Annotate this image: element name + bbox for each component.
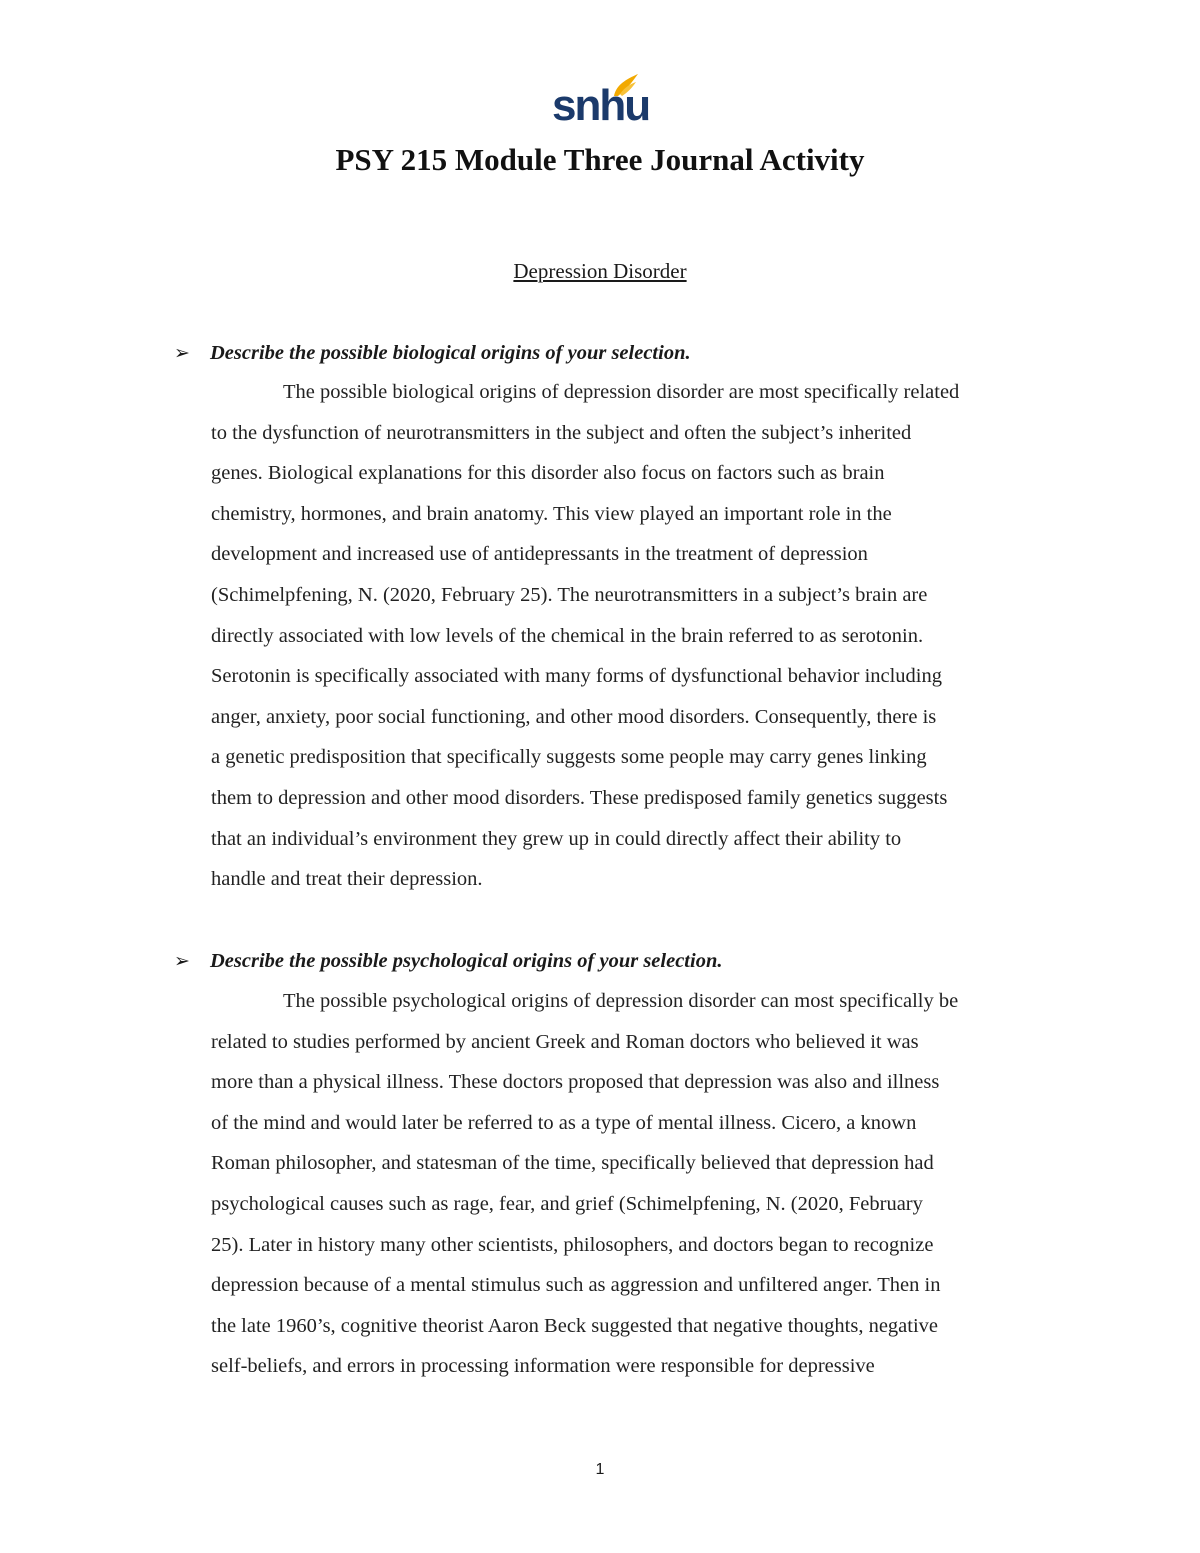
text-line: more than a physical illness. These doctors proposed that depression was also and illness — [211, 1071, 940, 1094]
text-line: to the dysfunction of neurotransmitters in the subject and often the subject’s inherited — [211, 421, 912, 444]
text-line: them to depression and other mood disorders. These predisposed family genetics suggests — [211, 786, 948, 809]
text-line: handle and treat their depression. — [211, 868, 483, 891]
text-line: directly associated with low levels of the chemical in the brain referred to as serotonin. — [211, 624, 924, 647]
text-line: the late 1960’s, cognitive theorist Aaron Beck suggested that negative thoughts, negative — [211, 1314, 939, 1337]
text-line: depression because of a mental stimulus such as aggression and unfiltered anger. Then in — [211, 1274, 941, 1297]
text-line: anger, anxiety, poor social functioning, and other mood disorders. Consequently, there is — [211, 705, 937, 728]
text-line: of the mind and would later be referred to as a type of mental illness. Cicero, a known — [211, 1111, 917, 1134]
text-line: that an individual’s environment they grew up in could directly affect their ability to — [211, 827, 902, 850]
text-line: a genetic predisposition that specifically suggests some people may carry genes linking — [211, 746, 927, 769]
answer-biological — [211, 372, 1071, 900]
question-biological — [174, 339, 691, 367]
document-title: PSY 215 Module Three Journal Activity — [335, 142, 865, 177]
text-line: development and increased use of antidepressants in the treatment of depression — [211, 543, 868, 566]
text-line: chemistry, hormones, and brain anatomy. This view played an important role in the — [211, 502, 892, 525]
answer-psychological — [211, 981, 1071, 1387]
question-text: Describe the possible psychological origins of your selection. — [210, 950, 723, 972]
text-line: related to studies performed by ancient Greek and Roman doctors who believed it was — [211, 1030, 919, 1053]
arrow-bullet-icon: ➢ — [174, 950, 190, 972]
text-line: Serotonin is specifically associated with many forms of dysfunctional behavior including — [211, 665, 943, 688]
text-line: psychological causes such as rage, fear, and grief (Schimelpfening, N. (2020, February — [211, 1192, 923, 1215]
logo-wordmark: snhu — [552, 81, 650, 130]
question-psychological — [174, 947, 722, 975]
question-text: Describe the possible biological origins of your selection. — [210, 342, 691, 364]
text-line: Roman philosopher, and statesman of the time, specifically believed that depression had — [211, 1152, 934, 1175]
text-line: 25). Later in history many other scientists, philosophers, and doctors began to recognize — [211, 1233, 934, 1256]
text-line: genes. Biological explanations for this disorder also focus on factors such as brain — [211, 462, 885, 485]
arrow-bullet-icon: ➢ — [174, 342, 190, 364]
text-line: The possible biological origins of depression disorder are most specifically related — [283, 381, 960, 403]
page-number: 1 — [595, 1461, 605, 1478]
snhu-logo — [552, 72, 650, 132]
text-line: (Schimelpfening, N. (2020, February 25). The neurotransmitters in a subject’s brain are — [211, 583, 928, 606]
section-heading: Depression Disorder — [513, 259, 687, 283]
text-line: self-beliefs, and errors in processing information were responsible for depressive — [211, 1355, 875, 1378]
text-line: The possible psychological origins of depression disorder can most specifically be — [283, 990, 959, 1012]
